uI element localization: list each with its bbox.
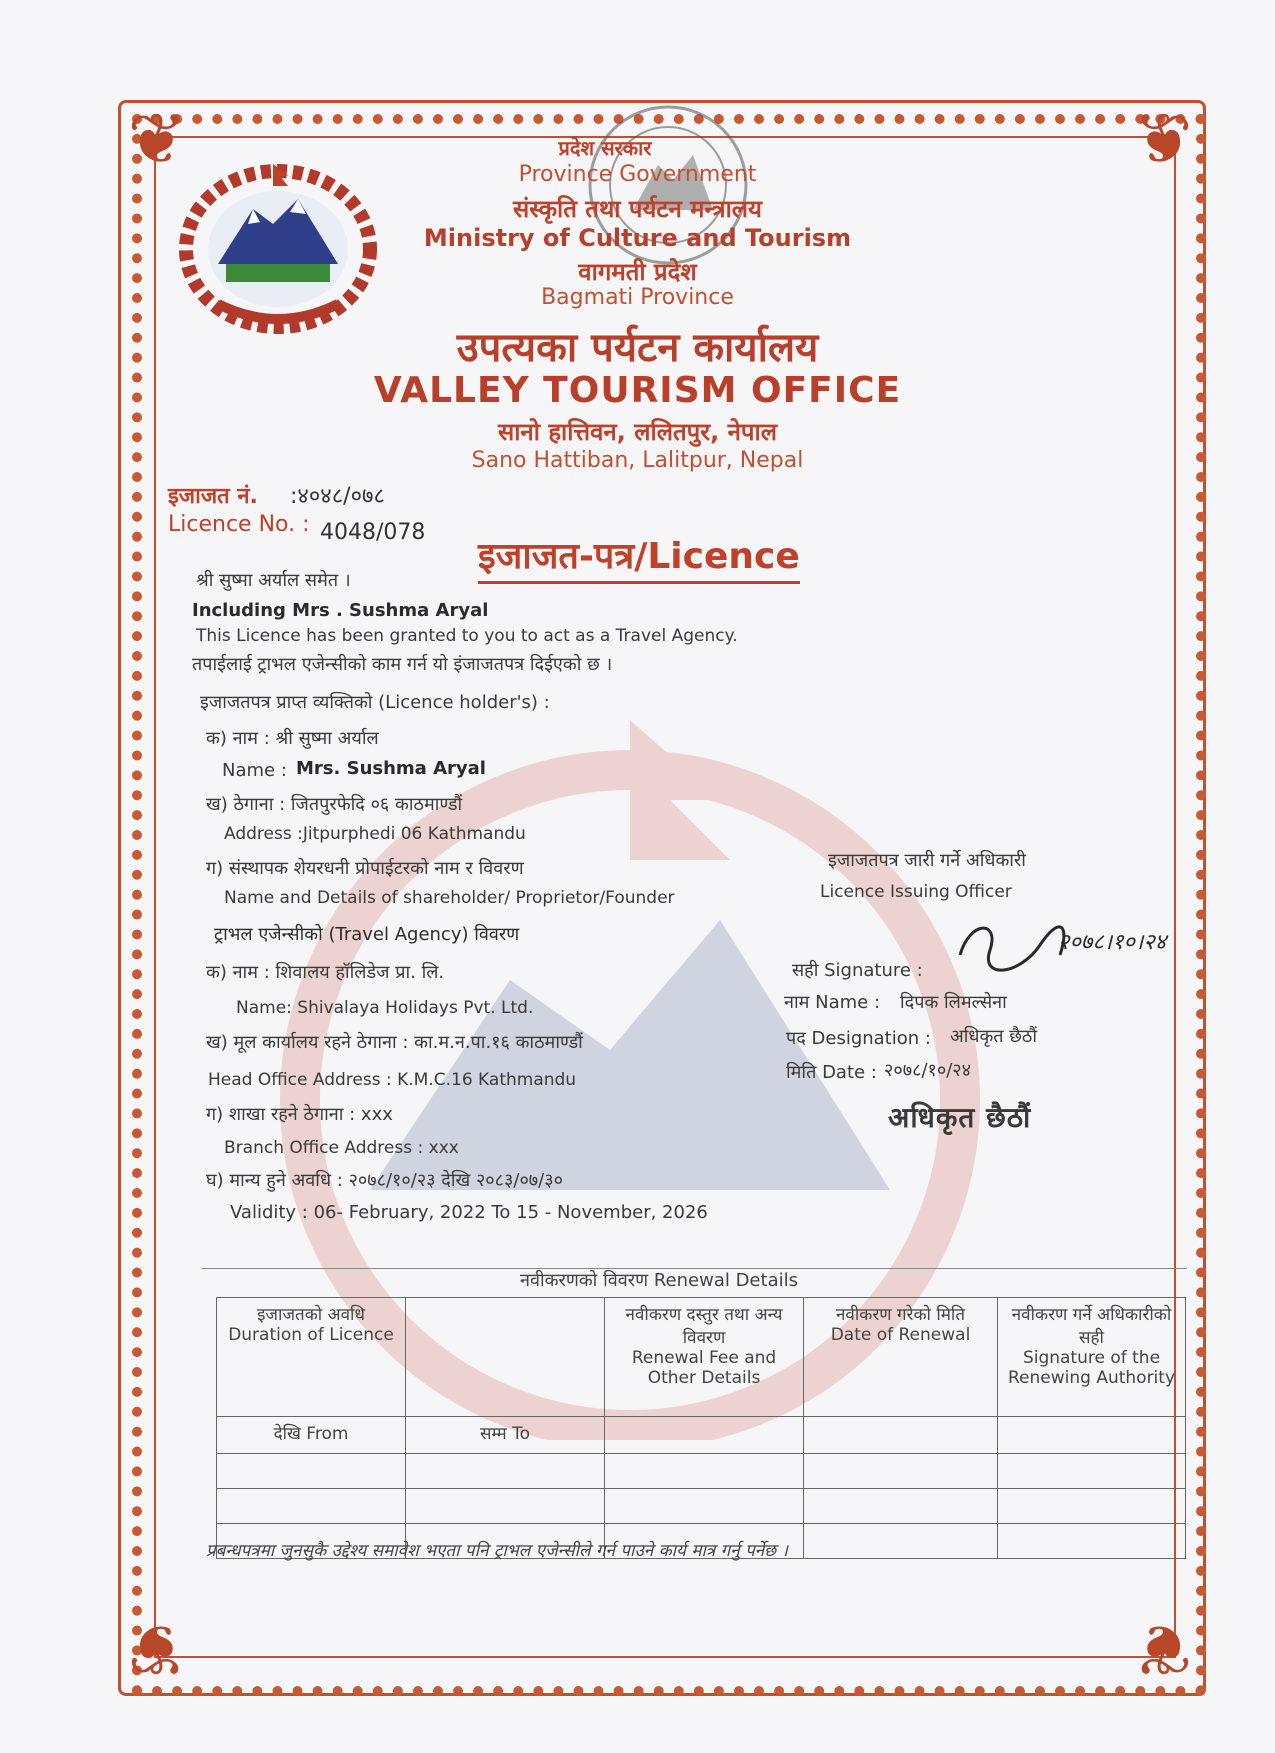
designation-stamp: अधिकृत छैठौं: [888, 1101, 1032, 1134]
renewal-table: [216, 1297, 1186, 1559]
ministry-title-en: Ministry of Culture and Tourism: [423, 224, 852, 252]
footnote: प्रबन्धपत्रमा जुनसुकै उद्देश्य समावेश भएता पनि ट्राभल एजेन्सीले गर्न पाउने कार्य मात्र गर्नु पर्नेछ ।: [206, 1541, 788, 1561]
office-address-en: Sano Hattiban, Lalitpur, Nepal: [471, 448, 804, 473]
agency-heading: ट्राभल एजेन्सीको (Travel Agency) विवरण: [214, 924, 520, 945]
grant-statement-en: This Licence has been granted to you to act as a Travel Agency.: [196, 626, 738, 646]
validity-en: Validity : 06- February, 2022 To 15 - November, 2026: [230, 1202, 708, 1223]
grant-statement-np: तपाईलाई ट्राभल एजेन्सीको काम गर्न यो इंजाजतपत्र दिईएको छ ।: [192, 654, 613, 675]
renewal-empty-row: [217, 1454, 1186, 1489]
renewal-col-fee-np: नवीकरण दस्तुर तथा अन्य विवरण: [625, 1305, 783, 1348]
validity-np: घ) मान्य हुने अवधि : २०७८/१०/२३ देखि २०८३/०७/३०: [206, 1170, 563, 1191]
holder-name-label-en: Name :: [222, 760, 287, 781]
holder-heading: इजाजतपत्र प्राप्त व्यक्तिको (Licence holder's) :: [200, 692, 550, 713]
renewal-to-label: सम्म To: [406, 1417, 605, 1454]
renewal-empty-row: [217, 1489, 1186, 1524]
branch-office-en: Branch Office Address : xxx: [224, 1138, 459, 1158]
renewal-from-label: देखि From: [217, 1417, 406, 1454]
holder-name-en: Mrs. Sushma Aryal: [296, 758, 486, 779]
office-title-en: VALLEY TOURISM OFFICE: [373, 370, 902, 411]
officer-name-label: नाम Name :: [784, 992, 881, 1013]
holder-address-en: Address :Jitpurphedi 06 Kathmandu: [224, 824, 526, 844]
renewal-title: नवीकरणको विवरण Renewal Details: [520, 1270, 798, 1291]
renewal-header-cell: [605, 1298, 804, 1417]
renewal-col-duration-en: Duration of Licence: [228, 1325, 394, 1345]
licence-number-label-np: इजाजत नं.: [168, 484, 258, 509]
holder-name-np: क) नाम : श्री सुष्मा अर्याल: [206, 728, 379, 749]
renewal-header-cell: [217, 1298, 406, 1417]
agency-name-en: Name: Shivalaya Holidays Pvt. Ltd.: [236, 998, 534, 1018]
office-title-np: उपत्यका पर्यटन कार्यालय: [456, 325, 819, 371]
officer-date-value: २०७८/१०/२४: [884, 1060, 972, 1081]
head-office-en: Head Office Address : K.M.C.16 Kathmandu: [208, 1070, 577, 1090]
recipient-np: श्री सुष्मा अर्याल समेत ।: [196, 570, 351, 591]
renewal-col-fee-en: Renewal Fee and Other Details: [631, 1348, 777, 1388]
corner-ornament-icon: ❦: [127, 98, 187, 180]
licence-number-value-np: :४०४८/०७८: [290, 484, 385, 509]
ministry-title-np: संस्कृति तथा पर्यटन मन्त्रालय: [513, 195, 762, 223]
renewal-subheader-row: [217, 1417, 1186, 1454]
renewal-header-row: [217, 1298, 1186, 1417]
founder-heading-en: Name and Details of shareholder/ Proprietor/Founder: [224, 888, 675, 908]
seal-text: प्रदेश सरकार: [558, 136, 652, 160]
officer-heading-np: इजाजतपत्र जारी गर्ने अधिकारी: [828, 850, 1026, 871]
renewal-col-date-np: नवीकरण गरेको मिति: [835, 1305, 966, 1325]
renewal-header-cell: [804, 1298, 998, 1417]
renewal-col-duration-np: इजाजतको अवधि: [257, 1305, 365, 1325]
founder-heading-np: ग) संस्थापक शेयरधनी प्रोपाईटरको नाम र विवरण: [206, 858, 524, 879]
licence-number-value-en: 4048/078: [320, 520, 426, 545]
province-title-np: वागमती प्रदेश: [578, 258, 697, 286]
renewal-col-date-en: Date of Renewal: [830, 1325, 971, 1345]
agency-name-np: क) नाम : शिवालय हॉलिडेज प्रा. लि.: [206, 962, 445, 983]
province-title-en: Bagmati Province: [541, 285, 734, 310]
corner-ornament-icon: ❦: [1133, 98, 1193, 180]
officer-designation-value: अधिकृत छैठौं: [950, 1026, 1038, 1047]
corner-ornament-icon: ❦: [1133, 1608, 1193, 1690]
licence-number-label-en: Licence No. :: [168, 512, 310, 537]
signature-label: सही Signature :: [792, 960, 923, 981]
officer-heading-en: Licence Issuing Officer: [820, 882, 1012, 902]
renewal-cell: [605, 1417, 804, 1454]
renewal-col-signature-np: नवीकरण गर्ने अधिकारीको सही: [1011, 1305, 1172, 1348]
licence-title: इजाजत-पत्र/Licence: [478, 530, 800, 584]
branch-office-np: ग) शाखा रहने ठेगाना : xxx: [206, 1104, 393, 1125]
officer-designation-label: पद Designation :: [786, 1028, 931, 1049]
renewal-cell: [998, 1417, 1186, 1454]
renewal-header-cell: [406, 1298, 605, 1417]
province-government-label: Province Government: [518, 162, 757, 187]
officer-name-value: दिपक लिमल्सेना: [900, 992, 1007, 1013]
renewal-col-signature-en: Signature of the Renewing Authority: [1007, 1348, 1176, 1388]
recipient-en: Including Mrs . Sushma Aryal: [192, 600, 489, 621]
renewal-cell: [804, 1417, 998, 1454]
signature-date-scribble: २०७८।१०।२४: [1058, 930, 1167, 955]
head-office-np: ख) मूल कार्यालय रहने ठेगाना : का.म.न.पा.१६ काठमाण्डौं: [206, 1032, 583, 1053]
renewal-header-cell: [998, 1298, 1186, 1417]
holder-address-np: ख) ठेगाना : जितपुरफेदि ०६ काठमाण्डौं: [206, 794, 463, 815]
office-address-np: सानो हात्तिवन, ललितपुर, नेपाल: [497, 418, 778, 446]
corner-ornament-icon: ❦: [127, 1608, 187, 1690]
officer-date-label: मिति Date :: [786, 1062, 877, 1083]
